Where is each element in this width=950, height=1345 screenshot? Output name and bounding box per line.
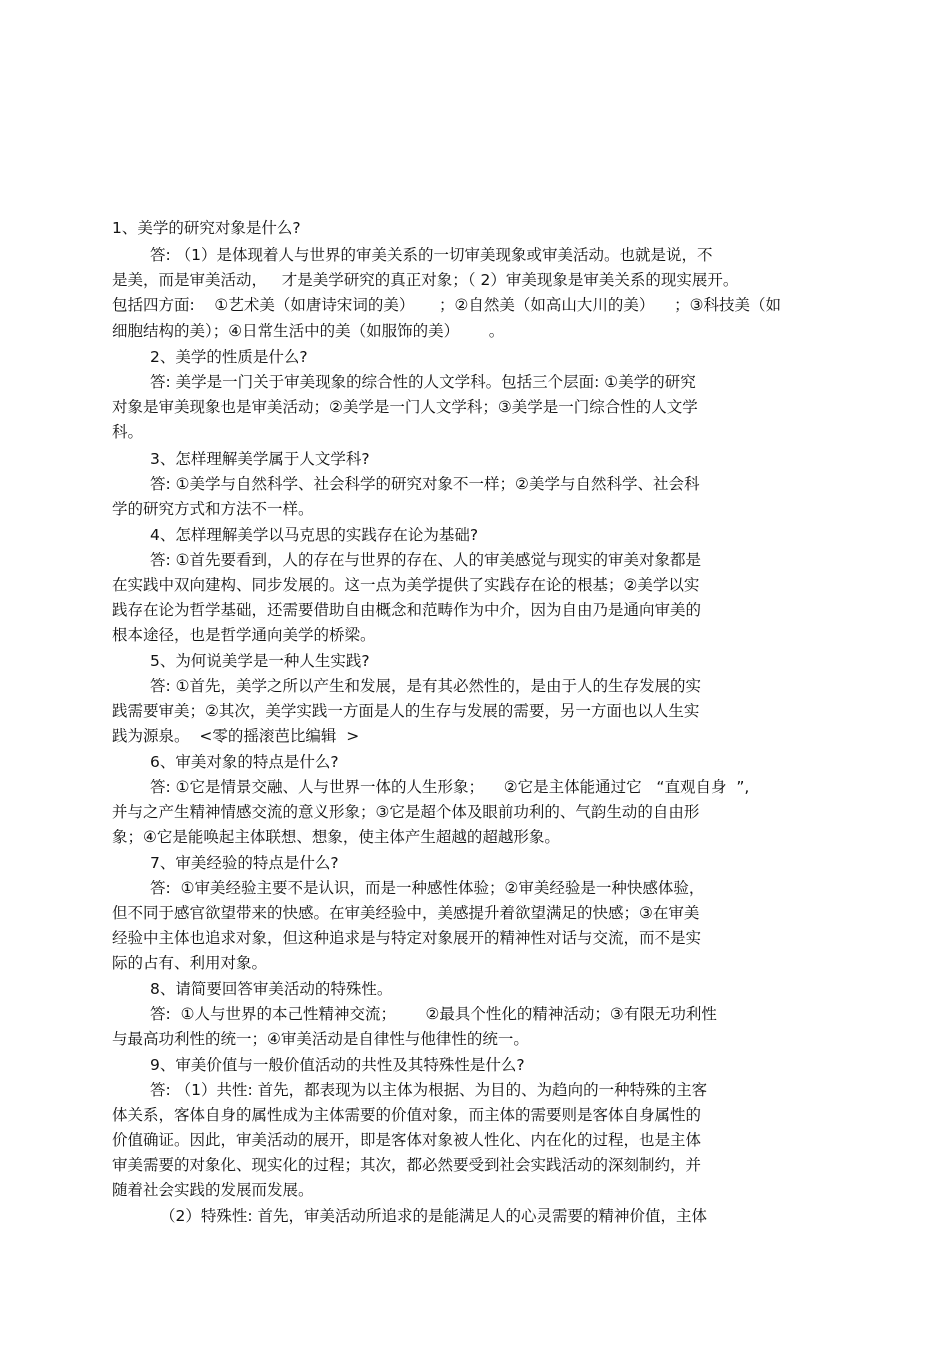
answer-2-line: 科。	[112, 423, 144, 441]
answer-4-line: 根本途径，也是哲学通向美学的桥梁。	[112, 626, 376, 644]
answer-4-line: 在实践中双向建构、同步发展的。这一点为美学提供了实践存在论的根基；②美学以实	[112, 576, 700, 594]
answer-6-line: 答: ①它是情景交融、人与世界一体的人生形象； ②它是主体能通过它 “直观自身 ”,	[150, 778, 750, 796]
answer-1-line: 包括四方面: ①艺术美（如唐诗宋词的美） ；②自然美（如高山大川的美） ；③科技美（如	[112, 296, 781, 314]
answer-7-line: 际的占有、利用对象。	[112, 954, 268, 972]
answer-5-line: 践为源泉。 <零的摇滚芭比编辑 >	[112, 727, 360, 745]
answer-6-line: 象；④它是能唤起主体联想、想象，使主体产生超越的超越形象。	[112, 828, 560, 846]
answer-9-line: 随着社会实践的发展而发展。	[112, 1181, 314, 1199]
answer-1-line: 是美，而是审美活动， 才是美学研究的真正对象；（ 2）审美现象是审美关系的现实展开。	[112, 271, 739, 289]
question-2-heading: 2、美学的性质是什么?	[150, 348, 308, 366]
answer-1-line: 细胞结构的美）；④日常生活中的美（如服饰的美） 。	[112, 322, 505, 340]
answer-3-line: 答: ①美学与自然科学、社会科学的研究对象不一样；②美学与自然科学、社会科	[150, 475, 700, 493]
question-4-heading: 4、怎样理解美学以马克思的实践存在论为基础?	[150, 526, 479, 544]
answer-7-line: 但不同于感官欲望带来的快感。在审美经验中，美感提升着欲望满足的快感；③在审美	[112, 904, 700, 922]
question-9-heading: 9、审美价值与一般价值活动的共性及其特殊性是什么?	[150, 1056, 525, 1074]
answer-9-line: 体关系，客体自身的属性成为主体需要的价值对象，而主体的需要则是客体自身属性的	[112, 1106, 702, 1124]
question-1-heading: 1、美学的研究对象是什么?	[112, 219, 301, 237]
answer-9-line: 答: （1）共性: 首先，都表现为以主体为根据、为目的、为趋向的一种特殊的主客	[150, 1081, 708, 1099]
answer-6-line: 并与之产生精神情感交流的意义形象；③它是超个体及眼前功利的、气韵生动的自由形	[112, 803, 700, 821]
answer-4-line: 答: ①首先要看到，人的存在与世界的存在、人的审美感觉与现实的审美对象都是	[150, 551, 702, 569]
answer-7-line: 答: ①审美经验主要不是认识，而是一种感性体验；②审美经验是一种快感体验，	[150, 879, 705, 897]
answer-2-line: 对象是审美现象也是审美活动；②美学是一门人文学科；③美学是一门综合性的人文学	[112, 398, 698, 416]
answer-8-line: 答: ①人与世界的本己性精神交流； ②最具个性化的精神活动；③有限无功利性	[150, 1005, 717, 1023]
question-8-heading: 8、请简要回答审美活动的特殊性。	[150, 980, 393, 998]
answer-1-line: 答: （1）是体现着人与世界的审美关系的一切审美现象或审美活动。也就是说，不	[150, 246, 713, 264]
answer-9-line: 审美需要的对象化、现实化的过程；其次，都必然要受到社会实践活动的深刻制约，并	[112, 1156, 702, 1174]
question-3-heading: 3、怎样理解美学属于人文学科?	[150, 450, 370, 468]
answer-3-line: 学的研究方式和方法不一样。	[112, 500, 314, 518]
answer-9-line: 价值确证。因此，审美活动的展开，即是客体对象被人性化、内在化的过程，也是主体	[112, 1131, 702, 1149]
answer-7-line: 经验中主体也追求对象，但这种追求是与特定对象展开的精神性对话与交流，而不是实	[112, 929, 702, 947]
answer-9-line: （2）特殊性: 首先，审美活动所追求的是能满足人的心灵需要的精神价值，主体	[160, 1207, 708, 1225]
question-5-heading: 5、为何说美学是一种人生实践?	[150, 652, 370, 670]
answer-5-line: 践需要审美；②其次，美学实践一方面是人的生存与发展的需要，另一方面也以人生实	[112, 702, 700, 720]
answer-2-line: 答: 美学是一门关于审美现象的综合性的人文学科。包括三个层面: ①美学的研究	[150, 373, 696, 391]
answer-8-line: 与最高功利性的统一；④审美活动是自律性与他律性的统一。	[112, 1030, 529, 1048]
question-7-heading: 7、审美经验的特点是什么?	[150, 854, 339, 872]
answer-4-line: 践存在论为哲学基础，还需要借助自由概念和范畴作为中介，因为自由乃是通向审美的	[112, 601, 702, 619]
answer-5-line: 答: ①首先，美学之所以产生和发展，是有其必然性的，是由于人的生存发展的实	[150, 677, 702, 695]
question-6-heading: 6、审美对象的特点是什么?	[150, 753, 339, 771]
